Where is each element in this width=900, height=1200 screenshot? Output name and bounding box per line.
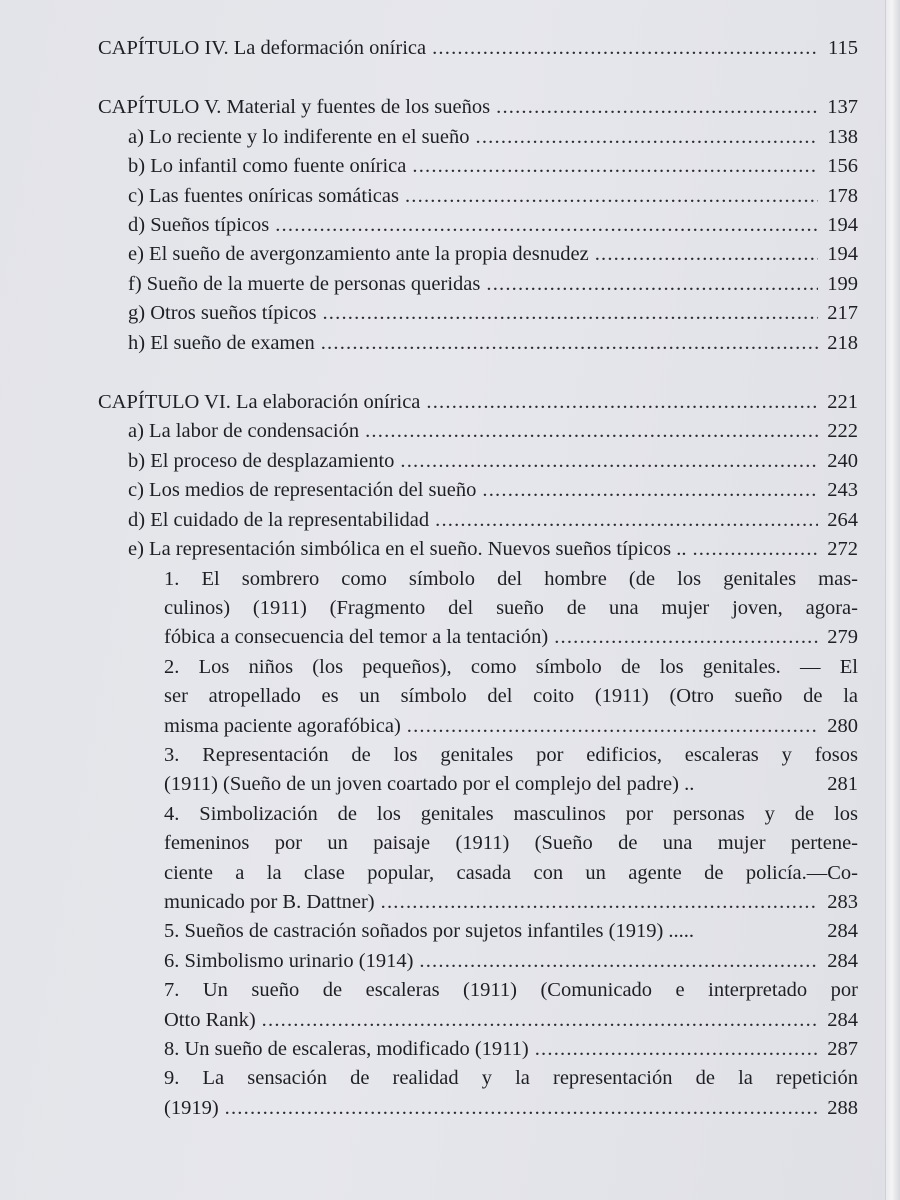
entry-page: 284 [827,920,858,943]
dot-leader [400,447,818,476]
dot-leader [432,34,818,63]
entry-title: c) Los medios de representación del sueño [128,479,477,502]
toc-subentry-7 [164,976,858,1035]
entry-page: 284 [827,949,858,972]
toc-entry [128,506,858,535]
toc-entry [128,299,858,328]
page-edge [885,0,900,1200]
entry-title: CAPÍTULO V. Material y fuentes de los sueños [98,96,491,119]
entry-page: 221 [827,391,858,414]
toc-subentry-2 [164,653,858,741]
entry-title: d) Sueños típicos [128,214,270,237]
entry-title: f) Sueño de la muerte de personas queridas [128,272,481,295]
dot-leader [692,535,818,564]
toc-subentry-8 [164,1035,858,1064]
entry-line: misma paciente agorafóbica) [164,714,401,737]
entry-line: 4. Simbolización de los genitales masculinos por personas y de los [164,802,858,825]
entry-page: 284 [827,1008,858,1031]
entry-line: 2. Los niños (los pequeños), como símbolo de los genitales. — El [164,655,858,678]
entry-line: municado por B. Dattner) [164,890,375,913]
entry-title: c) Las fuentes oníricas somáticas [128,184,399,207]
entry-title: a) Lo reciente y lo indiferente en el sueño [128,125,470,148]
toc-entry [128,417,858,446]
entry-title: e) El sueño de avergonzamiento ante la propia desnudez [128,243,589,266]
toc-entry [128,329,858,358]
entry-title: a) La labor de condensación [128,420,360,443]
toc-entry-chapter-6 [98,388,858,417]
entry-title: h) El sueño de examen [128,331,315,354]
dot-leader [321,329,818,358]
toc-entry-chapter-4 [98,34,858,63]
entry-page: 115 [828,37,858,59]
dot-leader [225,1094,818,1123]
dot-leader [412,152,818,181]
dot-leader [426,388,818,417]
toc-entry [128,123,858,152]
dot-leader [554,623,818,652]
table-of-contents [98,34,858,1123]
entry-title: e) La representación simbólica en el sueño. Nuevos sueños típicos .. [128,538,687,561]
entry-page: 218 [827,331,858,354]
entry-page: 138 [827,125,858,148]
entry-page: 243 [827,479,858,502]
entry-title: d) El cuidado de la representabilidad [128,508,430,531]
toc-subentry-4 [164,800,858,918]
toc-entry-chapter-5 [98,93,858,122]
dot-leader [496,93,818,122]
dot-leader [435,506,818,535]
entry-page: 288 [827,1096,858,1119]
toc-entry [128,535,858,564]
entry-page: 281 [827,773,858,796]
toc-entry [128,152,858,181]
entry-line: 9. La sensación de realidad y la representación de la repetición [164,1067,858,1090]
dot-leader [275,211,818,240]
dot-leader [595,240,818,269]
entry-line: 3. Representación de los genitales por edificios, escaleras y fosos [164,743,858,766]
entry-title: 8. Un sueño de escaleras, modificado (1911) [164,1038,529,1060]
dot-leader [482,476,818,505]
entry-page: 272 [827,538,858,561]
entry-page: 137 [827,96,858,119]
entry-title: b) Lo infantil como fuente onírica [128,155,407,178]
dot-leader [486,270,818,299]
entry-page: 287 [827,1038,858,1060]
toc-subentry-3 [164,741,858,800]
entry-page: 178 [827,184,858,207]
entry-line: fóbica a consecuencia del temor a la tentación) [164,626,549,649]
entry-line: Otto Rank) [164,1008,256,1031]
entry-line: 1. El sombrero como símbolo del hombre (de los genitales mas- [164,567,858,590]
dot-leader [419,947,818,976]
entry-title: 6. Simbolismo urinario (1914) [164,949,414,972]
entry-page: 222 [827,420,858,443]
toc-entry [128,240,858,269]
dot-leader [262,1006,818,1035]
dot-leader [476,123,818,152]
entry-page: 156 [827,155,858,178]
toc-subentry-9 [164,1064,858,1123]
entry-title: CAPÍTULO VI. La elaboración onírica [98,391,421,414]
dot-leader [322,299,818,328]
entry-title: g) Otros sueños típicos [128,302,317,325]
toc-subentry-5 [164,917,858,946]
entry-page: 240 [827,449,858,472]
entry-line: ser atropellado es un símbolo del coito (1911) (Otro sueño de la [164,685,858,708]
dot-leader [407,712,818,741]
toc-subentry-6 [164,947,858,976]
entry-title: 5. Sueños de castración soñados por sujetos infantiles (1919) ..... [164,920,695,943]
entry-line: (1919) [164,1096,219,1119]
toc-subentry-1 [164,565,858,653]
dot-leader [365,417,818,446]
entry-page: 199 [827,272,858,295]
toc-entry [128,182,858,211]
entry-page: 279 [827,626,858,649]
entry-title: CAPÍTULO IV. La deformación onírica [98,37,427,59]
entry-line: 7. Un sueño de escaleras (1911) (Comunicado e interpretado por [164,979,858,1002]
dot-leader [381,888,818,917]
entry-line: femeninos por un paisaje (1911) (Sueño de una mujer pertene- [164,832,858,855]
entry-page: 194 [827,243,858,266]
entry-page: 283 [827,890,858,913]
toc-entry [128,447,858,476]
dot-leader [535,1035,818,1064]
entry-page: 194 [827,214,858,237]
toc-entry [128,476,858,505]
entry-line: ciente a la clase popular, casada con un agente de policía.—Co- [164,861,858,884]
entry-page: 217 [827,302,858,325]
toc-entry [128,211,858,240]
toc-entry [128,270,858,299]
entry-title: b) El proceso de desplazamiento [128,449,395,472]
entry-line: culinos) (1911) (Fragmento del sueño de una mujer joven, agora- [164,596,858,619]
dot-leader [405,182,818,211]
entry-page: 264 [827,508,858,531]
entry-line: (1911) (Sueño de un joven coartado por el complejo del padre) .. [164,773,695,796]
entry-page: 280 [827,714,858,737]
